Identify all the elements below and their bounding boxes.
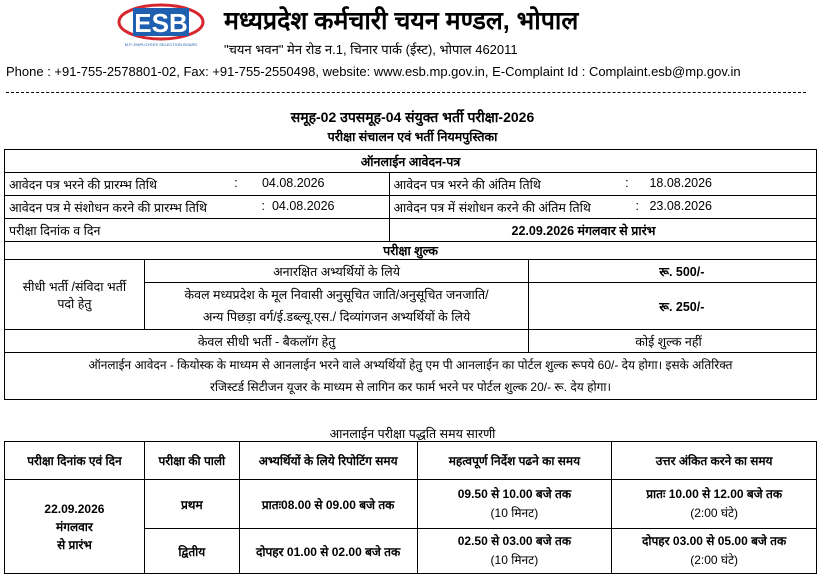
shift-name: द्वितीय bbox=[144, 529, 239, 574]
schedule-date-cell bbox=[5, 480, 145, 574]
esb-logo bbox=[115, 2, 207, 54]
application-start-label: आवेदन पत्र भरने की प्रारम्भ तिथि bbox=[9, 177, 157, 192]
exam-date-value: 22.09.2026 मंगलवार से प्रारंभ bbox=[389, 219, 817, 242]
schedule-header-reporting: अभ्यर्थियों के लिये रिपोटिंग समय bbox=[239, 442, 417, 480]
fee-category: सीधी भर्ती /संविदा भर्ती पदो हेतु bbox=[5, 260, 145, 330]
logo-subtext: M.P. EMPLOYEES SELECTION BOARD bbox=[124, 42, 198, 47]
application-end-date: 18.08.2026 bbox=[649, 175, 712, 190]
application-start-date: 04.08.2026 bbox=[261, 175, 325, 190]
schedule-header-shift: परीक्षा की पाली bbox=[144, 442, 239, 480]
portal-fee-note-line-1: ऑनलाईन आवेदन - कियोस्क के माध्यम से आनलाईन भरने वाले अभ्यर्थियों हेतु एम पी आनलाईन का पोर्टल शुल्क रूपये 60/- देय होगा। इसके अतिरिक्त bbox=[88, 358, 733, 372]
schedule-header-date: परीक्षा दिनांक एवं दिन bbox=[5, 442, 145, 480]
schedule-header-answer: उत्तर अंकित करने का समय bbox=[612, 442, 817, 480]
reserved-label bbox=[144, 283, 528, 330]
reserved-label-line-2: अन्य पिछड़ा वर्ग/ई.डब्ल्यू.एस./ दिव्यांगजन अभ्यर्थियों के लिये bbox=[202, 310, 471, 324]
application-start-row: आवेदन पत्र भरने की प्रारम्भ तिथि : 04.08.2026 bbox=[5, 173, 390, 196]
schedule-day: मंगलवार bbox=[56, 519, 93, 534]
fee-heading: परीक्षा शुल्क bbox=[5, 242, 817, 260]
schedule-header-instructions: महत्वपूर्ण निर्देश पढने का समय bbox=[417, 442, 612, 480]
edit-end-label: आवेदन पत्र में संशोधन करने की अंतिम तिथि bbox=[393, 200, 591, 215]
unreserved-fee: रू. 500/- bbox=[529, 260, 817, 283]
answer-time-cell bbox=[612, 529, 817, 574]
reporting-time: प्रातः08.00 से 09.00 बजे तक bbox=[239, 480, 417, 529]
divider bbox=[6, 92, 806, 93]
unreserved-label: अनारक्षित अभ्यर्थियों के लिये bbox=[144, 260, 528, 283]
instruction-time-cell bbox=[417, 529, 612, 574]
edit-start-date: 04.08.2026 bbox=[271, 198, 335, 213]
edit-start-label: आवेदन पत्र मे संशोधन करने की प्रारम्भ तिथि bbox=[9, 200, 207, 215]
instruction-duration: (10 मिनट) bbox=[490, 553, 539, 567]
edit-end-row: आवेदन पत्र में संशोधन करने की अंतिम तिथि : 23.08.2026 bbox=[389, 196, 817, 219]
exam-title: समूह-02 उपसमूह-04 संयुक्त भर्ती परीक्षा-2026 bbox=[290, 109, 535, 125]
backlog-fee: कोई शुल्क नहीं bbox=[529, 330, 817, 353]
logo-letters: ESB bbox=[134, 8, 188, 38]
portal-fee-note-line-2: रजिस्टर्ड सिटीजन यूजर के माध्यम से लागिन कर फार्म भरने पर पोर्टल शुल्क 20/- रू. देय होगा। bbox=[210, 380, 611, 394]
instruction-time: 09.50 से 10.00 बजे तक bbox=[457, 487, 572, 501]
schedule-date: 22.09.2026 bbox=[44, 501, 105, 516]
instruction-time-cell bbox=[417, 480, 612, 529]
application-end-row: आवेदन पत्र भरने की अंतिम तिथि : 18.08.2026 bbox=[389, 173, 817, 196]
reserved-fee: रू. 250/- bbox=[529, 283, 817, 330]
exam-subtitle: परीक्षा संचालन एवं भर्ती नियमपुस्तिका bbox=[327, 130, 498, 144]
answer-time: दोपहर 03.00 से 05.00 बजे तक bbox=[642, 534, 787, 548]
portal-fee-note bbox=[5, 353, 817, 400]
schedule-start-note: से प्रारंभ bbox=[57, 537, 92, 552]
answer-time-cell bbox=[612, 480, 817, 529]
answer-time: प्रातः 10.00 से 12.00 बजे तक bbox=[646, 487, 783, 501]
edit-end-date: 23.08.2026 bbox=[649, 198, 712, 213]
reserved-label-line-1: केवल मध्यप्रदेश के मूल निवासी अनुसूचित जाति/अनुसूचित जनजाति/ bbox=[184, 288, 489, 302]
instruction-time: 02.50 से 03.00 बजे तक bbox=[457, 534, 572, 548]
reporting-time: दोपहर 01.00 से 02.00 बजे तक bbox=[239, 529, 417, 574]
application-fee-table bbox=[4, 149, 817, 400]
exam-date-label: परीक्षा दिनांक व दिन bbox=[5, 219, 390, 242]
shift-name: प्रथम bbox=[144, 480, 239, 529]
instruction-duration: (10 मिनट) bbox=[490, 506, 539, 520]
backlog-label: केवल सीधी भर्ती - बैकलॉग हेतु bbox=[5, 330, 529, 353]
edit-start-row: आवेदन पत्र मे संशोधन करने की प्रारम्भ तिथि : 04.08.2026 bbox=[5, 196, 390, 219]
answer-duration: (2:00 घंटे) bbox=[690, 553, 739, 567]
org-title: मध्यप्रदेश कर्मचारी चयन मण्डल, भोपाल bbox=[224, 7, 579, 35]
org-address: "चयन भवन" मेन रोड न.1, चिनार पार्क (ईस्ट), भोपाल 462011 bbox=[224, 42, 518, 57]
contact-line: Phone : +91-755-2578801-02, Fax: +91-755-2550498, website: www.esb.mp.gov.in, E-Complaint Id : Complaint.esb@mp.gov.in bbox=[6, 64, 741, 79]
application-end-label: आवेदन पत्र भरने की अंतिम तिथि bbox=[393, 177, 541, 192]
table-row bbox=[5, 480, 817, 529]
online-form-heading: ऑनलाईन आवेदन-पत्र bbox=[5, 150, 817, 173]
exam-schedule-table bbox=[4, 441, 817, 574]
schedule-caption: आनलाईन परीक्षा पद्धति समय सारणी bbox=[329, 427, 496, 441]
answer-duration: (2:00 घंटे) bbox=[690, 506, 739, 520]
